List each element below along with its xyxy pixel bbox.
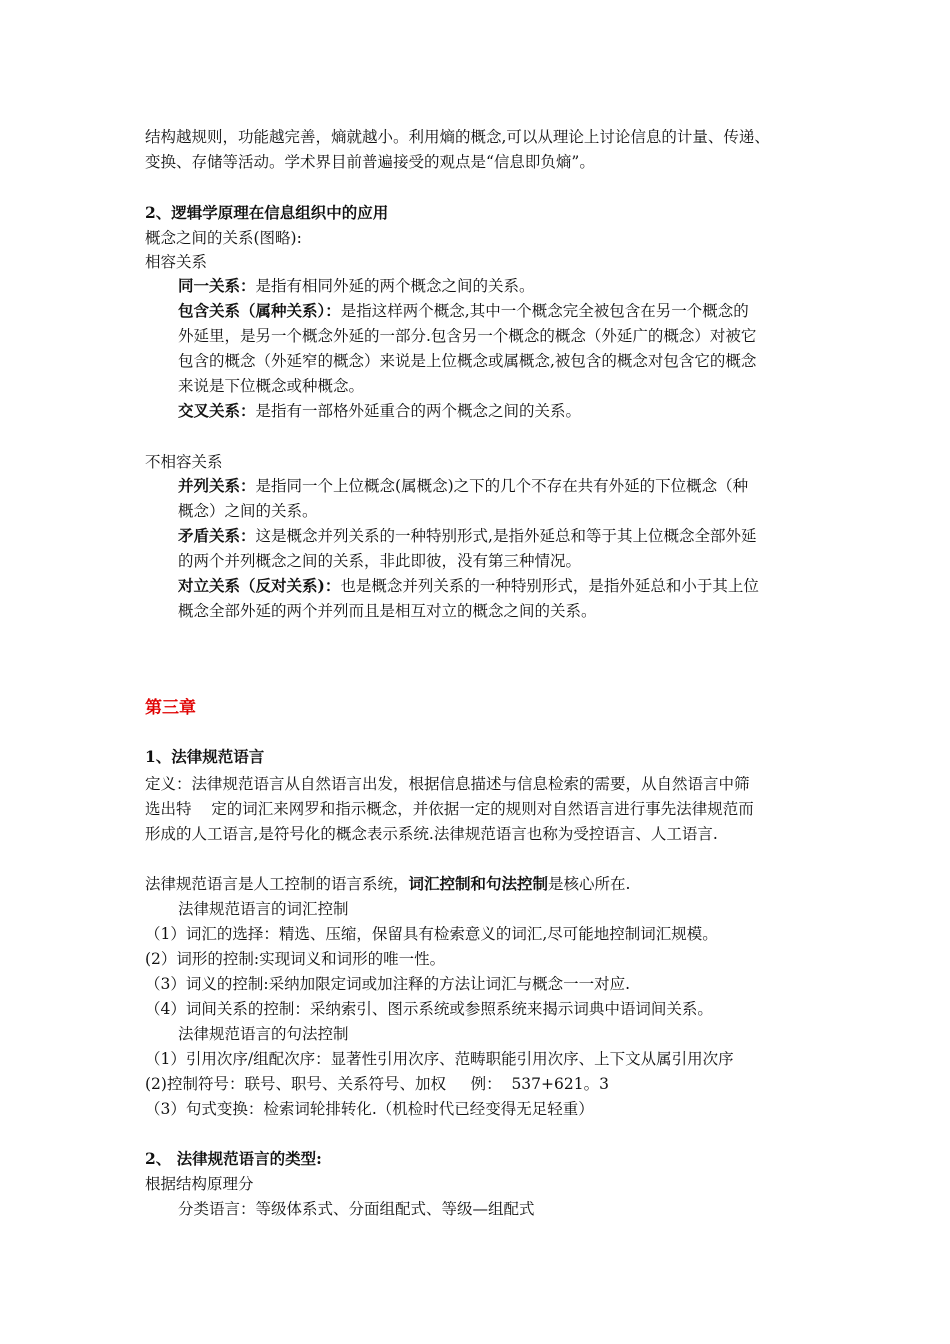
list-item: （1）引用次序/组配次序：显著性引用次序、范畴职能引用次序、上下文从属引用次序 xyxy=(145,1050,734,1068)
subheading: 法律规范语言的词汇控制 xyxy=(178,900,349,918)
text-run: 法律规范语言是人工控制的语言系统， xyxy=(145,875,409,893)
paragraph-line: 包含的概念（外延窄的概念）来说是上位概念或属概念,被包含的概念对包含它的概念 xyxy=(178,352,757,370)
definition-line xyxy=(178,476,748,496)
paragraph-line: 结构越规则，功能越完善，熵就越小。利用熵的概念,可以从理论上讨论信息的计量、传递、 xyxy=(145,128,770,146)
definition-text: 是指有相同外延的两个概念之间的关系。 xyxy=(255,277,535,295)
term: 矛盾关系： xyxy=(178,526,256,545)
paragraph-line: 根据结构原理分 xyxy=(145,1175,254,1193)
paragraph-line: 的两个并列概念之间的关系，非此即彼，没有第三种情况。 xyxy=(178,552,582,570)
term: 包含关系（属种关系）： xyxy=(178,301,341,320)
paragraph-line: 概念之间的关系(图略): xyxy=(145,229,302,247)
definition-text: 是指这样两个概念,其中一个概念完全被包含在另一个概念的 xyxy=(340,302,749,320)
paragraph-line: 分类语言：等级体系式、分面组配式、等级—组配式 xyxy=(178,1200,535,1218)
paragraph-line xyxy=(145,874,630,894)
chapter-title: 第三章 xyxy=(145,698,196,718)
paragraph-line: 外延里，是另一个概念外延的一部分.包含另一个概念的概念（外延广的概念）对被它 xyxy=(178,327,757,345)
emphasis-text: 词汇控制和句法控制 xyxy=(408,874,549,893)
list-item: （3）句式变换：检索词轮排转化.（机检时代已经变得无足轻重） xyxy=(145,1100,594,1118)
paragraph-line: 来说是下位概念或种概念。 xyxy=(178,377,365,395)
subheading: 法律规范语言的句法控制 xyxy=(178,1025,349,1043)
section-heading: 2、逻辑学原理在信息组织中的应用 xyxy=(145,203,389,222)
definition-text: 也是概念并列关系的一种特别形式，是指外延总和小于其上位 xyxy=(340,577,759,595)
term: 对立关系（反对关系)： xyxy=(178,576,341,595)
paragraph-line: 选出特 定的词汇来网罗和指示概念，并依据一定的规则对自然语言进行事先法律规范而 xyxy=(145,800,754,818)
definition-line xyxy=(178,401,581,421)
paragraph-line: 定义：法律规范语言从自然语言出发，根据信息描述与信息检索的需要，从自然语言中筛 xyxy=(145,775,750,793)
paragraph-line: 概念）之间的关系。 xyxy=(178,502,318,520)
definition-line xyxy=(178,276,535,296)
section-heading: 2、 法律规范语言的类型: xyxy=(145,1149,322,1168)
definition-text: 是指同一个上位概念(属概念)之下的几个不存在共有外延的下位概念（种 xyxy=(255,477,749,495)
list-item: （1）词汇的选择：精选、压缩，保留具有检索意义的词汇,尽可能地控制词汇规模。 xyxy=(145,925,718,943)
definition-text: 这是概念并列关系的一种特别形式,是指外延总和等于其上位概念全部外延 xyxy=(255,527,757,545)
definition-line xyxy=(178,526,756,546)
definition-text: 是指有一部格外延重合的两个概念之间的关系。 xyxy=(255,402,582,420)
definition-line xyxy=(178,576,759,596)
definition-line xyxy=(178,301,749,321)
paragraph-line: 概念全部外延的两个并列而且是相互对立的概念之间的关系。 xyxy=(178,602,597,620)
term: 并列关系： xyxy=(178,476,256,495)
subheading: 不相容关系 xyxy=(145,453,223,471)
paragraph-line: 形成的人工语言,是符号化的概念表示系统.法律规范语言也称为受控语言、人工语言. xyxy=(145,825,718,843)
term: 交叉关系： xyxy=(178,401,256,420)
list-item: （4）词间关系的控制：采纳索引、图示系统或参照系统来揭示词典中语词间关系。 xyxy=(145,1000,713,1018)
subheading: 相容关系 xyxy=(145,253,208,271)
term: 同一关系： xyxy=(178,276,256,295)
list-item: （3）词义的控制:采纳加限定词或加注释的方法让词汇与概念一一对应. xyxy=(145,975,631,993)
list-item: (2）词形的控制:实现词义和词形的唯一性。 xyxy=(145,950,446,968)
section-heading: 1、法律规范语言 xyxy=(145,747,265,766)
text-run: 是核心所在. xyxy=(548,875,631,893)
paragraph-line: 变换、存储等活动。学术界目前普遍接受的观点是“信息即负熵”。 xyxy=(145,153,595,171)
list-item: (2)控制符号：联号、职号、关系符号、加权 例： 537+621。3 xyxy=(145,1075,609,1093)
